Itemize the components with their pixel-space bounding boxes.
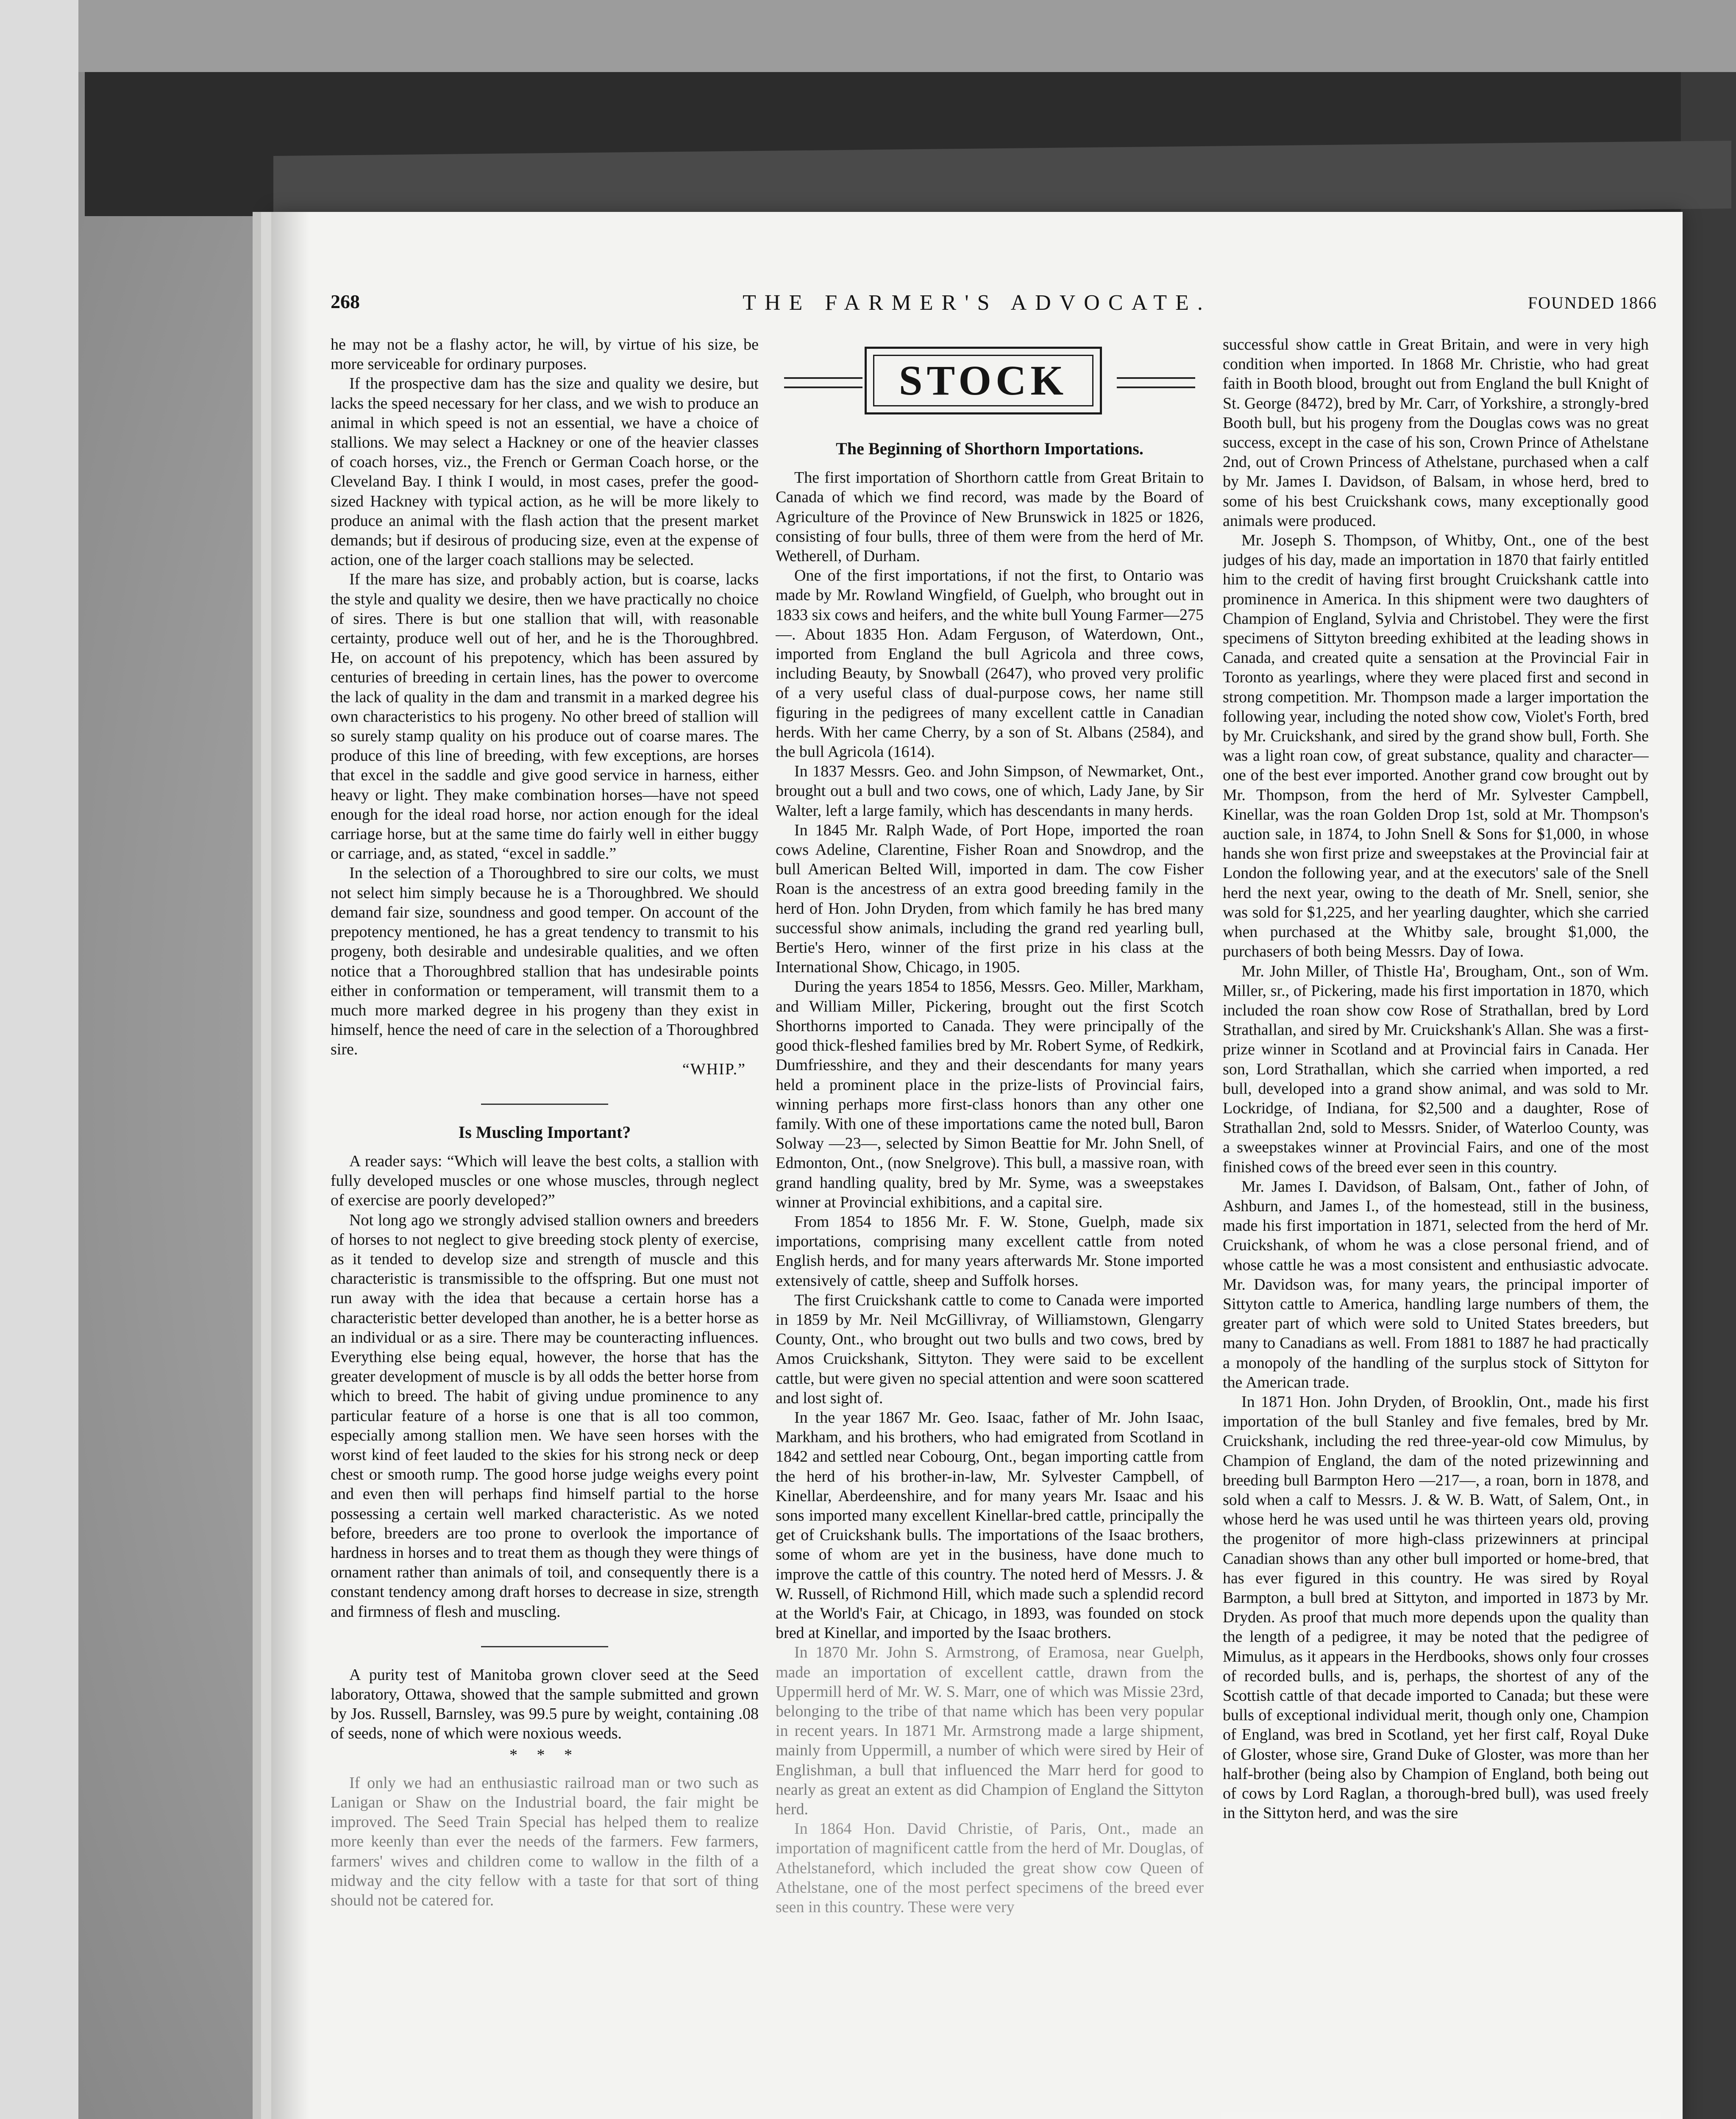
news-note: If only we had an enthusiastic railroad man or two such as Lanigan or Shaw on the Industrial board, the fair might be improved. The Seed Train Special has helped them to realize more keenly than ever the needs of the farmers. Few farmers, farmers' wives and children come to wallow in the filth of a midway and the city fellow with a taste for that sort of thing should not be catered for.	[331, 1774, 759, 1910]
page-number: 268	[331, 291, 360, 312]
article-paragraph: Mr. John Miller, of Thistle Ha', Brougham, Ont., son of Wm. Miller, sr., of Pickering, made his first importation in 1870, which included the roan show cow Rose of Strathallan, bred by Lord Strathallan, and sired by Mr. Cruickshank's Allan. She was a first-prize winner in Scotland and at Provincial fairs in Canada. Her son, Lord Strathallan, which she carried when imported, a red bull, developed into a grand show animal, and was sold to Mr. Lockridge, of Indiana, for $2,500 and a daughter, Rose of Strathallan 2nd, sold to Messrs. Snider, of Waterloo County, was a sweepstakes winner at Provincial Fairs, and one of the most finished cows of the breed ever seen in this country.	[1223, 962, 1649, 1176]
article-paragraph: successful show cattle in Great Britain, and were in very high condition when imported. In 1868 Mr. Christie, who had great faith in Booth blood, brought out from England the bull Knight of St. George (8472), bred by Mr. Carr, of Yorkshire, a strongly-bred Booth bull, but his progeny from the Douglas cows was no great success, except in the case of his son, Crown Prince of Athelstane 2nd, out of Crown Princess of Athelstane, purchased when a calf by Mr. James I. Davidson, of Balsam, in whose herd, bred to some of his best Cruickshank cows, many exceptionally good animals were produced.	[1223, 336, 1649, 530]
article-paragraph: Mr. Joseph S. Thompson, of Whitby, Ont., one of the best judges of his day, made an importation in 1870 that fairly entitled him to the credit of having first brought Cruickshank cattle into prominence in America. In this shipment were two daughters of Champion of England, Sylvia and Christobel. They were the first specimens of Sittyton breeding exhibited at the leading shows in Canada, and created quite a sensation at the Provincial Fair in Toronto as yearlings, where they were placed first and second in strong competition. Mr. Thompson made a larger importation the following year, including the noted show cow, Violet's Forth, bred by Mr. Cruickshank, and sired by the grand show bull, Forth. She was a light roan cow, of great substance, quality and character—one of the best ever imported. Another grand cow brought out by Mr. Thompson, from the herd of Mr. Sylvester Campbell, Kinellar, was the roan Golden Drop 1st, sold at Mr. Thompson's auction sale, in 1874, to John Snell & Sons for $1,000, in whose hands she won first prize and sweepstakes at the Provincial fair at London the following year, and at the executors' sale of the Snell herd the next year, owing to the death of Mr. Snell, senior, she was sold for $1,225, and her yearling daughter, which she carried when purchased at the Whitby sale, brought $1,000, the purchasers of both being Messrs. Day of Iowa.	[1223, 531, 1649, 961]
masthead-title: THE FARMER'S ADVOCATE.	[743, 291, 1211, 315]
article-heading: The Beginning of Shorthorn Importations.	[836, 439, 1143, 458]
article-paragraph: In 1837 Messrs. Geo. and John Simpson, of Newmarket, Ont., brought out a bull and two cows, one of which, Lady Jane, by Sir Walter, left a large family, which has descendants in many herds.	[776, 762, 1204, 820]
section-title: STOCK	[873, 355, 1093, 406]
article-paragraph: In 1845 Mr. Ralph Wade, of Port Hope, imported the roan cows Adeline, Clarentine, Fisher Roan and Snowdrop, and the bull American Belted Will, imported in dam. The cow Fisher Roan is the ancestress of an extra good breeding family in the herd of Hon. John Dryden, from which family he has bred many successful show animals, including the grand red yearling bull, Bertie's Hero, winner of the first prize in his class at the International Show, Chicago, in 1905.	[776, 821, 1204, 976]
article-paragraph: During the years 1854 to 1856, Messrs. Geo. Miller, Markham, and William Miller, Pickering, brought out the first Scotch Shorthorns imported to Canada. They were principally of the good thick-fleshed families bred by Mr. Robert Syme, of Redkirk, Dumfriesshire, and they and their descendants for many years held a prominent place in the prize-lists of Provincial fairs, winning perhaps more first-class honors than any other one family. With one of these importations came the noted bull, Baron Solway —23—, selected by Simon Beattie for Mr. John Snell, of Edmonton, Ont., (now Snelgrove). This bull, a massive roan, with grand handling quality, bred by Mr. Syme, was a sweepstakes winner at Provincial exhibitions, and a capital sire.	[776, 978, 1204, 1211]
section-divider	[481, 1646, 608, 1647]
banner-rule-right	[1117, 377, 1195, 388]
running-head	[271, 290, 1683, 316]
separator-stars: * * *	[509, 1746, 580, 1764]
column-left	[331, 335, 759, 2119]
article-paragraph: One of the first importations, if not the first, to Ontario was made by Mr. Rowland Wingfield, of Guelph, who brought out in 1833 six cows and heifers, and the white bull Young Farmer—275—. About 1835 Hon. Adam Ferguson, of Waterdown, Ont., imported from England the bull Agricola and three cows, including Beauty, by Snowball (2647), who proved very prolific of a very useful class of dual-purpose cows, her name still figuring in the pedigrees of many excellent cattle in Canadian herds. With her came Cherry, by a son of St. Albans (2584), and the bull Agricola (1614).	[776, 567, 1204, 761]
article-paragraph: In the year 1867 Mr. Geo. Isaac, father of Mr. John Isaac, Markham, and his brothers, who had emigrated from Scotland in 1842 and settled near Cobourg, Ont., began importing cattle from the herd of his brother-in-law, Mr. Sylvester Campbell, of Kinellar, Aberdeenshire, and for many years Mr. Isaac and his sons imported many excellent Kinellar-bred cattle, principally the get of Cruickshank bulls. The importations of the Isaac brothers, some of whom are yet in the business, have done much to improve the cattle of this country. The noted herd of Messrs. J. & W. Russell, of Richmond Hill, which made such a splendid record at the World's Fair, at Chicago, in 1893, was founded on stock bred at Kinellar, and imported by the Isaac brothers.	[776, 1408, 1204, 1642]
article-paragraph: In 1864 Hon. David Christie, of Paris, Ont., made an importation of magnificent cattle from the herd of Mr. Douglas, of Athelstaneford, which included the great show cow Queen of Athelstane, one of the most perfect specimens of the breed ever seen in this country. These were very	[776, 1820, 1204, 1916]
scan-dark-right-area	[1681, 72, 1736, 2119]
section-banner	[776, 335, 1204, 437]
article-paragraph: In 1870 Mr. John S. Armstrong, of Eramosa, near Guelph, made an importation of excellent cattle, drawn from the Uppermill herd of Mr. W. S. Marr, one of which was Missie 23rd, belonging to the tribe of that name which has been very popular in recent years. In 1871 Mr. Armstrong made a large shipment, mainly from Uppermill, a number of which were sired by Heir of Englishman, a bull that influenced the Marr herd for good to nearly as great an extent as did Champion of England the Sittyton herd.	[776, 1643, 1204, 1819]
article-paragraph: Mr. James I. Davidson, of Balsam, Ont., father of John, of Ashburn, and James I., of the homestead, still in the business, made his first importation in 1871, selected from the herd of Mr. Cruickshank, of whom he was a close personal friend, and of whose cattle he was a most consistent and enthusiastic advocate. Mr. Davidson was, for many years, the principal importer of Sittyton cattle to America, handling large numbers of them, the greater part of which were sold to United States breeders, but many to Canadians as well. From 1881 to 1887 he had practically a monopoly of the handling of the surplus stock of Sittyton for the American trade.	[1223, 1177, 1649, 1391]
banner-frame	[865, 347, 1102, 414]
article-paragraph: In 1871 Hon. John Dryden, of Brooklin, Ont., made his first importation of the bull Stanley and five females, bred by Mr. Cruickshank, including the red three-year-old cow Mimulus, by Champion of England, the dam of the noted prizewinning and breeding bull Barmpton Hero —217—, a roan, born in 1878, and sold when a calf to Messrs. J. & W. B. Watt, of Salem, Ont., in whose herd he was used until he was thirteen years old, proving the progenitor of more high-class prizewinners at principal Canadian shows than any other bull imported or home-bred, that has ever figured in this country. He was sired by Royal Barmpton, a bull bred at Sittyton, and imported in 1873 by Mr. Dryden. As proof that much more depends upon the quality than the length of a pedigree, it may be noted that the pedigree of Mimulus, as it appears in the Herdbooks, shows only four crosses of recorded bulls, and is, perhaps, the shortest of any of the Scottish cattle of that decade imported to Canada; but these were bulls of exceptional individual merit, though only one, Champion of England, was bred in Scotland, yet her first calf, Royal Duke of Gloster, whose sire, Grand Duke of Gloster, was more than her half-brother (being also by Champion of England, both being out of cows by Lord Raglan, a thorough-bred bull), was used freely in the Sittyton herd, and was the sire	[1223, 1393, 1649, 1822]
article-paragraph: In the selection of a Thoroughbred to sire our colts, we must not select him simply because he is a Thoroughbred. We should demand fair size, soundness and good temper. On account of the prepotency mentioned, he has a great tendency to transmit to his progeny, both desirable and undesirable qualities, and we often notice that a Thoroughbred stallion that has undesirable points either in conformation or temperament, will transmit them to a much more marked degree in his progeny than they exist in himself, hence the need of care in the selection of a Thoroughbred sire.	[331, 864, 759, 1059]
article-paragraph: From 1854 to 1856 Mr. F. W. Stone, Guelph, made six importations, comprising many excellent cattle from noted English herds, and for many years afterwards Mr. Stone imported extensively of cattle, sheep and Suffolk horses.	[776, 1212, 1204, 1290]
article-paragraph: A reader says: “Which will leave the best colts, a stallion with fully developed muscles or one whose muscles, through neglect of exercise are poorly developed?”	[331, 1152, 759, 1210]
section-divider	[481, 1104, 608, 1105]
newspaper-page	[271, 212, 1683, 2119]
article-paragraph: The first Cruickshank cattle to come to Canada were imported in 1859 by Mr. Neil McGillivray, of Williamstown, Glengarry County, Ont., who brought out two bulls and two cows, bred by Amos Cruickshank, Sittyton. They were said to be excellent cattle, but were given no special attention and were soon scattered and lost sight of.	[776, 1291, 1204, 1407]
article-paragraph: Not long ago we strongly advised stallion owners and breeders of horses to not neglect to give breeding stock plenty of exercise, as it tended to develop size and strength of muscle and this characteristic is transmissible to the offspring. But one must not run away with the idea that because a certain horse has a characteristic better developed than another, he is a better horse as an individual or as a sire. There may be counteracting influences. Everything else being equal, however, the horse that has the greater development of muscle is by all odds the better horse from which to breed. The habit of giving undue prominence to any particular feature of a horse is one that is all too common, especially among stallion men. We have seen horses with the worst kind of feet lauded to the skies for his strong neck or deep chest or smooth rump. The good horse judge weighs every point and even then will perhaps find himself partial to the horse possessing a certain well marked characteristic. As we noted before, breeders are too prone to overlook the importance of hardness in horses and to treat them as though they were things of ornament rather than animals of toil, and consequently there is a constant tendency among draft horses to decrease in size, strength and firmness of flesh and muscling.	[331, 1211, 759, 1621]
article-paragraph: If the mare has size, and probably action, but is coarse, lacks the style and quality we desire, then we have practically no choice of sires. There is but one stallion that will, with reasonable certainty, produce well out of her, and he is the Thoroughbred. He, on account of his prepotency, which has been assured by centuries of breeding in certain lines, has the power to overcome the lack of quality in the dam and transmit in a marked degree his own characteristics to his progeny. No other breed of stallion will so surely stamp quality on his produce out of coarse mares. The produce of this line of breeding, with few exceptions, are horses that excel in the saddle and give good service in harness, either heavy or light. They make combination horses—have not speed enough for the ideal road horse, nor action enough for the ideal carriage horse, but at the same time do fairly well in either buggy or carriage, and, as stated, “excel in saddle.”	[331, 570, 759, 863]
article-paragraph: If the prospective dam has the size and quality we desire, but lacks the speed necessary for her class, and we wish to produce an animal in which speed is not an essential, we have a choice of stallions. We may select a Hackney or one of the heavier classes of coach horses, viz., the French or German Coach horse, or the Cleveland Bay. I think I would, in most cases, prefer the good-sized Hackney with typical action, as he will be more likely to produce an animal with the flash action that the present market demands; but if desirous of producing size, even at the expense of action, one of the larger coach stallions may be selected.	[331, 375, 759, 569]
author-signature: “WHIP.”	[682, 1060, 746, 1078]
banner-rule-left	[784, 377, 862, 388]
column-middle	[776, 335, 1204, 2119]
article-paragraph: The first importation of Shorthorn cattle from Great Britain to Canada of which we find record, was made by the Board of Agriculture of the Province of New Brunswick in 1825 or 1826, consisting of four bulls, three of them were from the herd of Mr. Wetherell, of Durham.	[776, 469, 1204, 565]
article-heading: Is Muscling Important?	[458, 1122, 631, 1142]
microfilm-left-margin	[0, 0, 78, 2119]
column-right	[1223, 335, 1649, 2119]
article-paragraph: he may not be a flashy actor, he will, by virtue of his size, be more serviceable for ordinary purposes.	[331, 336, 759, 373]
microfilm-top-margin	[78, 0, 1736, 72]
news-note: A purity test of Manitoba grown clover seed at the Seed laboratory, Ottawa, showed that the sample submitted and grown by Jos. Russell, Barnsley, was 99.5 pure by weight, containing .08 of seeds, none of which were noxious weeds.	[331, 1666, 759, 1743]
founded-note: FOUNDED 1866	[1527, 293, 1657, 312]
